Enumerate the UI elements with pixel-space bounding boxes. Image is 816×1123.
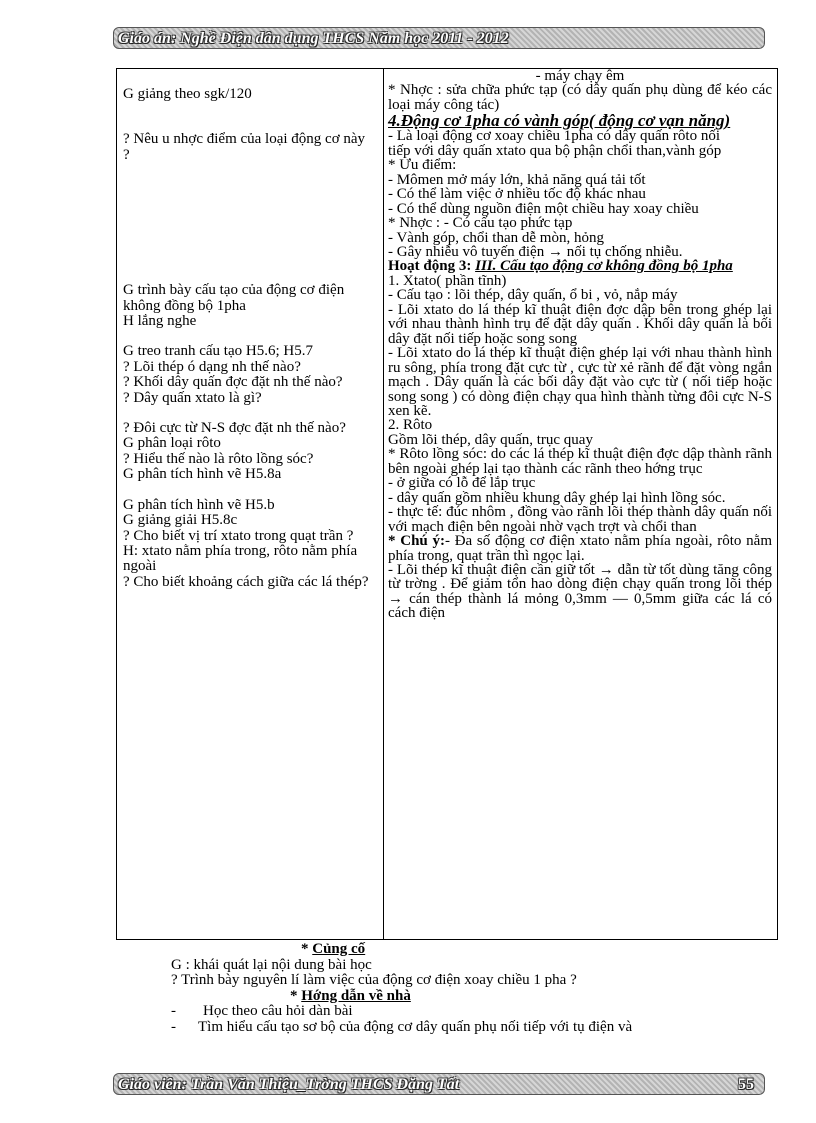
- right-line: - thực tế: đúc nhôm , đồng vào rãnh lõi thép thành dây quấn nối với mạch điện bên ngoài nhờ vạch trợt và chổi than: [388, 504, 772, 535]
- footer-banner: [113, 1073, 765, 1095]
- right-line: - ở giữa có lỗ để lắp trục: [388, 475, 536, 492]
- right-line: 1. Xtato( phần tĩnh): [388, 272, 507, 289]
- activity-label: Hoạt động 3: [388, 258, 467, 275]
- left-line: G giảng giải H5.8c: [123, 512, 238, 529]
- right-line: - Có thể làm việc ở nhiều tốc độ khác nhau: [388, 186, 646, 203]
- header-banner: [113, 27, 765, 49]
- note-paragraph: * Chú ý:- Đa số động cơ điện xtato nằm phía ngoài, rôto nằm phía trong, quạt trần thì ngọc lại.: [388, 533, 772, 564]
- homework-item: - Tìm hiểu cấu tạo sơ bộ của động cơ dây quấn phụ nối tiếp với tụ điện và: [171, 1018, 633, 1035]
- teacher-activity-column: [123, 87, 375, 590]
- right-line: * Nhợc : sửa chữa phức tạp (có dây quấn phụ dùng để kéo các loại máy công tác): [388, 82, 772, 113]
- lesson-table: [116, 68, 778, 940]
- left-line: ? Đôi cực từ N-S đợc đặt nh thế nào?: [123, 420, 346, 437]
- right-line: - Lõi xtato do lá thép kĩ thuật điện đợc dập bên trong ghép lại với nhau thành hình trụ để đặt dây quấn . Khối dây quấn là bối dây đặt nối tiếp hoặc song song: [388, 301, 772, 347]
- right-line: tiếp với dây quấn xtato qua bộ phận chổi than,vành góp: [388, 142, 722, 159]
- note-label: * Chú ý:: [388, 533, 445, 550]
- right-line: - Là loại động cơ xoay chiều 1pha có dây quấn rôto nối: [388, 128, 720, 145]
- right-line: - Có thể dùng nguồn điện một chiều hay xoay chiều: [388, 200, 699, 217]
- left-line: ? Lõi thép ó dạng nh thế nào?: [123, 358, 301, 375]
- left-line: G phân loại rôto: [123, 435, 221, 452]
- right-line: - Cấu tạo : lõi thép, dây quấn, ổ bi , vỏ, nắp máy: [388, 287, 678, 304]
- consolidation-line: ? Trình bày nguyên lí làm việc của động cơ điện xoay chiều 1 pha ?: [171, 972, 577, 988]
- left-line: ? Cho biết khoảng cách giữa các lá thép?: [123, 573, 369, 590]
- consolidation-line: G : khái quát lại nội dung bài học: [171, 956, 372, 973]
- column-divider: [383, 69, 384, 939]
- left-line: ? Nêu u nhợc điểm của loại động cơ này ?: [123, 131, 366, 163]
- homework-title: * Hớng dẫn về nhà: [290, 987, 411, 1004]
- section-4-heading: 4.Động cơ 1pha có vành góp( động cơ vạn năng): [388, 111, 731, 131]
- right-line: - Lõi xtato do lá thép kĩ thuật điện ghép lại với nhau thành hình ru sông, phía trong đặt cực từ , cực từ xẻ rãnh để đặt vòng ngắn mạch . Dây quấn là các bối dây đặt vào cực từ ( nối tiếp hoặc song song ) có dòng điện chạy qua hình thành từng đôi cực N-S xen kẽ.: [388, 345, 772, 419]
- right-line: - máy chạy êm: [535, 68, 625, 84]
- left-line: H lắng nghe: [123, 313, 197, 330]
- left-line: G phân tích hình vẽ H5.8a: [123, 466, 282, 483]
- left-line: ? Cho biết vị trí xtato trong quạt trần ?: [123, 527, 354, 544]
- left-line: G phân tích hình vẽ H5.b: [123, 496, 275, 513]
- right-line: Gồm lõi thép, dây quấn, trục quay: [388, 431, 593, 448]
- homework-item: - Học theo câu hỏi dàn bài: [171, 1003, 353, 1019]
- activity-title: III. Cấu tạo động cơ không đồng bộ 1pha: [475, 258, 733, 275]
- right-line: * Rôto lồng sóc: do các lá thép kĩ thuật điện đợc dập thành rãnh bên ngoài ghép lại tạo thành các rãnh theo hớng trục: [388, 446, 772, 477]
- page-number: 55: [738, 1076, 754, 1093]
- content-column: [388, 69, 772, 621]
- right-line: * Ưu điểm:: [388, 157, 457, 174]
- right-line: - Vành góp, chổi than dễ mòn, hỏng: [388, 229, 604, 246]
- right-line: - Mômen mở máy lớn, khả năng quá tải tốt: [388, 171, 646, 188]
- consolidation-title: * Củng cố: [301, 941, 366, 957]
- left-line: G treo tranh cấu tạo H5.6; H5.7: [123, 343, 313, 360]
- left-line: H: xtato nằm phía trong, rôto nằm phía ngoài: [123, 542, 358, 575]
- right-line: - Lõi thép kĩ thuật điện cần giữ tốt → dẫn từ tốt dùng tăng công từ trờng . Để giảm tổn hao dòng điện chạy quấn trong lõi thép → cán thép thành lá mỏng 0,3mm — 0,5mm giữa các lá có cách điện: [388, 561, 772, 622]
- left-line: ? Hiểu thế nào là rôto lồng sóc?: [123, 450, 314, 467]
- activity-3-heading: Hoạt động 3: III. Cấu tạo động cơ không đồng bộ 1pha: [388, 258, 733, 275]
- lesson-footer-section: [0, 942, 816, 1035]
- footer-text: Giáo viên: Trần Văn Thiệu_Trờng THCS Đặng Tất: [118, 1076, 460, 1093]
- right-line: - dây quấn gồm nhiều khung dây ghép lại hình lồng sóc.: [388, 489, 726, 506]
- right-line: * Nhợc : - Có cấu tạo phức tạp: [388, 215, 573, 232]
- left-line: G giảng theo sgk/120: [123, 86, 252, 102]
- right-line: 2. Rôto: [388, 417, 433, 434]
- left-line: ? Khối dây quấn đợc đặt nh thế nào?: [123, 374, 343, 391]
- header-text: Giáo án: Nghề Điện dân dụng THCS Năm học 2011 - 2012: [118, 30, 509, 47]
- left-line: ? Dây quấn xtato là gì?: [123, 389, 262, 406]
- right-line: - Gây nhiễu vô tuyến điện → nối tụ chống nhiễu.: [388, 243, 683, 260]
- left-line: G trình bày cấu tạo của động cơ điện không đồng bộ 1pha: [123, 282, 345, 314]
